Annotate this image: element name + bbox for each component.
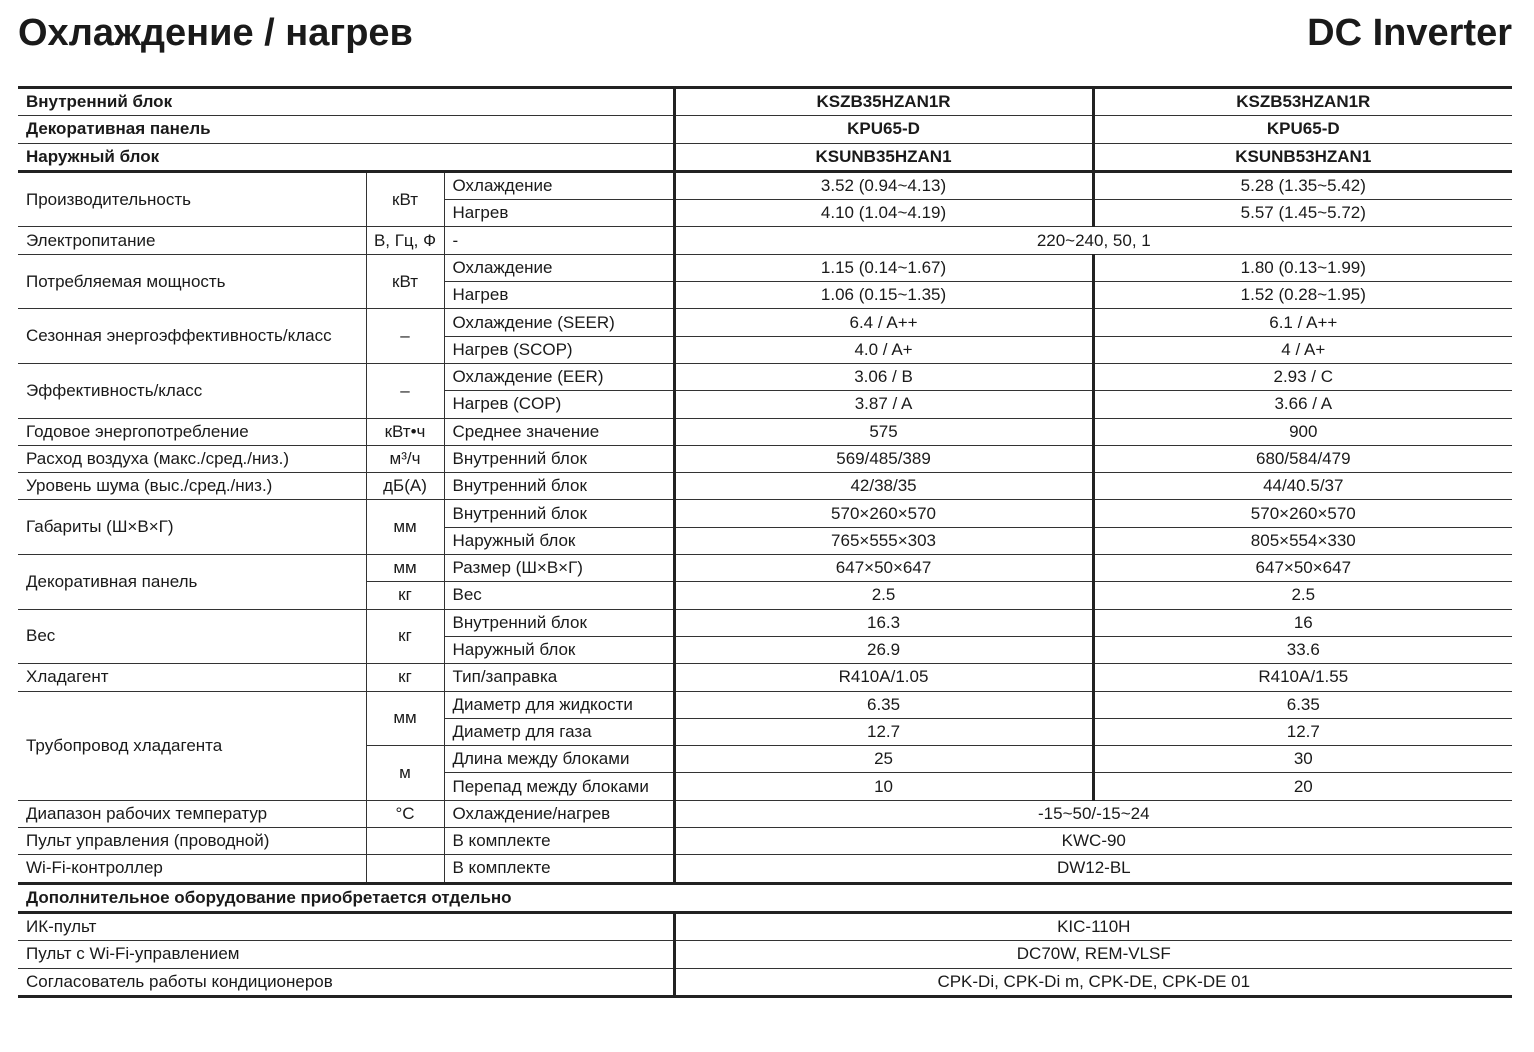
temp-range-label: Диапазон рабочих температур — [18, 800, 366, 827]
refrigerant-v2: R410A/1.55 — [1093, 664, 1512, 691]
wifi-unit — [366, 855, 444, 883]
noise-mode: Внутренний блок — [444, 473, 674, 500]
efficiency-unit: – — [366, 363, 444, 418]
efficiency-label: Эффективность/класс — [18, 363, 366, 418]
wifi-mode: В комплекте — [444, 855, 674, 883]
dimensions-outdoor-v1: 765×555×303 — [674, 527, 1093, 554]
piping-gas-v2: 12.7 — [1093, 718, 1512, 745]
capacity-cool-v1: 3.52 (0.94~4.13) — [674, 171, 1093, 199]
spec-table — [18, 86, 1512, 998]
dimensions-indoor-mode: Внутренний блок — [444, 500, 674, 527]
capacity-cool-v2: 5.28 (1.35~5.42) — [1093, 171, 1512, 199]
efficiency-cool-v1: 3.06 / B — [674, 363, 1093, 390]
capacity-heat-v1: 4.10 (1.04~4.19) — [674, 200, 1093, 227]
ir-remote-value: KIC-110H — [674, 912, 1512, 940]
wifi-remote-label: Пульт с Wi-Fi-управлением — [18, 941, 674, 968]
seasonal-heat-v2: 4 / A+ — [1093, 336, 1512, 363]
weight-label: Вес — [18, 609, 366, 664]
piping-liquid-v2: 6.35 — [1093, 691, 1512, 718]
piping-length-v1: 25 — [674, 746, 1093, 773]
power-input-cool-mode: Охлаждение — [444, 254, 674, 281]
deco-panel-label: Декоративная панель — [18, 555, 366, 610]
piping-length-v2: 30 — [1093, 746, 1512, 773]
noise-unit: дБ(А) — [366, 473, 444, 500]
annual-v1: 575 — [674, 418, 1093, 445]
weight-outdoor-v2: 33.6 — [1093, 636, 1512, 663]
weight-indoor-v2: 16 — [1093, 609, 1512, 636]
power-input-heat-mode: Нагрев — [444, 282, 674, 309]
deco-panel-size-unit: мм — [366, 555, 444, 582]
table-row — [18, 800, 1512, 827]
capacity-heat-v2: 5.57 (1.45~5.72) — [1093, 200, 1512, 227]
temp-range-unit: °С — [366, 800, 444, 827]
panel-model-label: Декоративная панель — [18, 116, 674, 143]
page-header — [18, 12, 1512, 62]
seasonal-unit: – — [366, 309, 444, 364]
page-subtitle: DC Inverter — [1307, 12, 1512, 54]
dimensions-indoor-v1: 570×260×570 — [674, 500, 1093, 527]
deco-panel-size-mode: Размер (Ш×В×Г) — [444, 555, 674, 582]
table-row — [18, 171, 1512, 199]
airflow-v2: 680/584/479 — [1093, 445, 1512, 472]
table-row — [18, 418, 1512, 445]
annual-v2: 900 — [1093, 418, 1512, 445]
wired-remote-unit — [366, 828, 444, 855]
power-input-unit: кВт — [366, 254, 444, 309]
table-row — [18, 691, 1512, 718]
power-supply-value: 220~240, 50, 1 — [674, 227, 1512, 254]
annual-mode: Среднее значение — [444, 418, 674, 445]
seasonal-cool-v2: 6.1 / A++ — [1093, 309, 1512, 336]
annual-unit: кВт•ч — [366, 418, 444, 445]
row-indoor-model — [18, 88, 1512, 116]
temp-range-mode: Охлаждение/нагрев — [444, 800, 674, 827]
power-input-label: Потребляемая мощность — [18, 254, 366, 309]
table-row — [18, 500, 1512, 527]
wifi-remote-value: DC70W, REM-VLSF — [674, 941, 1512, 968]
optional-section-header — [18, 883, 1512, 912]
piping-height-mode: Перепад между блоками — [444, 773, 674, 800]
page-title: Охлаждение / нагрев — [18, 12, 413, 54]
deco-panel-weight-v2: 2.5 — [1093, 582, 1512, 609]
piping-height-v2: 20 — [1093, 773, 1512, 800]
weight-indoor-v1: 16.3 — [674, 609, 1093, 636]
indoor-model-label: Внутренний блок — [18, 88, 674, 116]
deco-panel-weight-unit: кг — [366, 582, 444, 609]
wired-remote-value: KWC-90 — [674, 828, 1512, 855]
noise-v1: 42/38/35 — [674, 473, 1093, 500]
piping-liquid-v1: 6.35 — [674, 691, 1093, 718]
table-row — [18, 828, 1512, 855]
dimensions-outdoor-mode: Наружный блок — [444, 527, 674, 554]
capacity-label: Производительность — [18, 171, 366, 227]
indoor-model-2: KSZB53HZAN1R — [1093, 88, 1512, 116]
airflow-unit: м³/ч — [366, 445, 444, 472]
refrigerant-v1: R410A/1.05 — [674, 664, 1093, 691]
piping-liquid-mode: Диаметр для жидкости — [444, 691, 674, 718]
power-supply-mode: - — [444, 227, 674, 254]
piping-gas-mode: Диаметр для газа — [444, 718, 674, 745]
indoor-model-1: KSZB35HZAN1R — [674, 88, 1093, 116]
capacity-heat-mode: Нагрев — [444, 200, 674, 227]
deco-panel-size-v1: 647×50×647 — [674, 555, 1093, 582]
outdoor-model-label: Наружный блок — [18, 143, 674, 171]
table-row — [18, 941, 1512, 968]
efficiency-heat-v2: 3.66 / A — [1093, 391, 1512, 418]
coordinator-label: Согласователь работы кондиционеров — [18, 968, 674, 996]
dimensions-outdoor-v2: 805×554×330 — [1093, 527, 1512, 554]
power-input-cool-v2: 1.80 (0.13~1.99) — [1093, 254, 1512, 281]
panel-model-1: KPU65-D — [674, 116, 1093, 143]
outdoor-model-2: KSUNB53HZAN1 — [1093, 143, 1512, 171]
outdoor-model-1: KSUNB35HZAN1 — [674, 143, 1093, 171]
coordinator-value: CPK-Di, CPK-Di m, CPK-DE, CPK-DE 01 — [674, 968, 1512, 996]
piping-unit-m: м — [366, 746, 444, 801]
efficiency-heat-mode: Нагрев (COP) — [444, 391, 674, 418]
table-row — [18, 309, 1512, 336]
deco-panel-weight-v1: 2.5 — [674, 582, 1093, 609]
seasonal-cool-v1: 6.4 / A++ — [674, 309, 1093, 336]
ir-remote-label: ИК-пульт — [18, 912, 674, 940]
capacity-cool-mode: Охлаждение — [444, 171, 674, 199]
power-input-cool-v1: 1.15 (0.14~1.67) — [674, 254, 1093, 281]
temp-range-value: -15~50/-15~24 — [674, 800, 1512, 827]
table-row — [18, 609, 1512, 636]
dimensions-label: Габариты (Ш×В×Г) — [18, 500, 366, 555]
table-row — [18, 254, 1512, 281]
table-row — [18, 227, 1512, 254]
piping-length-mode: Длина между блоками — [444, 746, 674, 773]
noise-label: Уровень шума (выс./сред./низ.) — [18, 473, 366, 500]
seasonal-heat-mode: Нагрев (SCOP) — [444, 336, 674, 363]
power-input-heat-v1: 1.06 (0.15~1.35) — [674, 282, 1093, 309]
noise-v2: 44/40.5/37 — [1093, 473, 1512, 500]
airflow-v1: 569/485/389 — [674, 445, 1093, 472]
airflow-label: Расход воздуха (макс./сред./низ.) — [18, 445, 366, 472]
airflow-mode: Внутренний блок — [444, 445, 674, 472]
piping-label: Трубопровод хладагента — [18, 691, 366, 800]
efficiency-cool-mode: Охлаждение (EER) — [444, 363, 674, 390]
seasonal-label: Сезонная энергоэффективность/класс — [18, 309, 366, 364]
panel-model-2: KPU65-D — [1093, 116, 1512, 143]
piping-unit-mm: мм — [366, 691, 444, 746]
wired-remote-label: Пульт управления (проводной) — [18, 828, 366, 855]
deco-panel-size-v2: 647×50×647 — [1093, 555, 1512, 582]
annual-label: Годовое энергопотребление — [18, 418, 366, 445]
optional-title: Дополнительное оборудование приобретается отдельно — [18, 883, 1512, 912]
capacity-unit: кВт — [366, 171, 444, 227]
seasonal-heat-v1: 4.0 / A+ — [674, 336, 1093, 363]
wifi-value: DW12-BL — [674, 855, 1512, 883]
row-outdoor-model — [18, 143, 1512, 171]
weight-outdoor-mode: Наружный блок — [444, 636, 674, 663]
table-row — [18, 855, 1512, 883]
power-supply-unit: В, Гц, Ф — [366, 227, 444, 254]
power-input-heat-v2: 1.52 (0.28~1.95) — [1093, 282, 1512, 309]
efficiency-cool-v2: 2.93 / C — [1093, 363, 1512, 390]
weight-unit: кг — [366, 609, 444, 664]
table-row — [18, 664, 1512, 691]
table-row — [18, 912, 1512, 940]
efficiency-heat-v1: 3.87 / A — [674, 391, 1093, 418]
table-row — [18, 445, 1512, 472]
table-row — [18, 363, 1512, 390]
refrigerant-mode: Тип/заправка — [444, 664, 674, 691]
dimensions-indoor-v2: 570×260×570 — [1093, 500, 1512, 527]
dimensions-unit: мм — [366, 500, 444, 555]
piping-gas-v1: 12.7 — [674, 718, 1093, 745]
power-supply-label: Электропитание — [18, 227, 366, 254]
seasonal-cool-mode: Охлаждение (SEER) — [444, 309, 674, 336]
table-row — [18, 968, 1512, 996]
table-row — [18, 555, 1512, 582]
deco-panel-weight-mode: Вес — [444, 582, 674, 609]
refrigerant-unit: кг — [366, 664, 444, 691]
wifi-label: Wi-Fi-контроллер — [18, 855, 366, 883]
weight-indoor-mode: Внутренний блок — [444, 609, 674, 636]
weight-outdoor-v1: 26.9 — [674, 636, 1093, 663]
refrigerant-label: Хладагент — [18, 664, 366, 691]
row-panel-model — [18, 116, 1512, 143]
piping-height-v1: 10 — [674, 773, 1093, 800]
table-row — [18, 473, 1512, 500]
wired-remote-mode: В комплекте — [444, 828, 674, 855]
